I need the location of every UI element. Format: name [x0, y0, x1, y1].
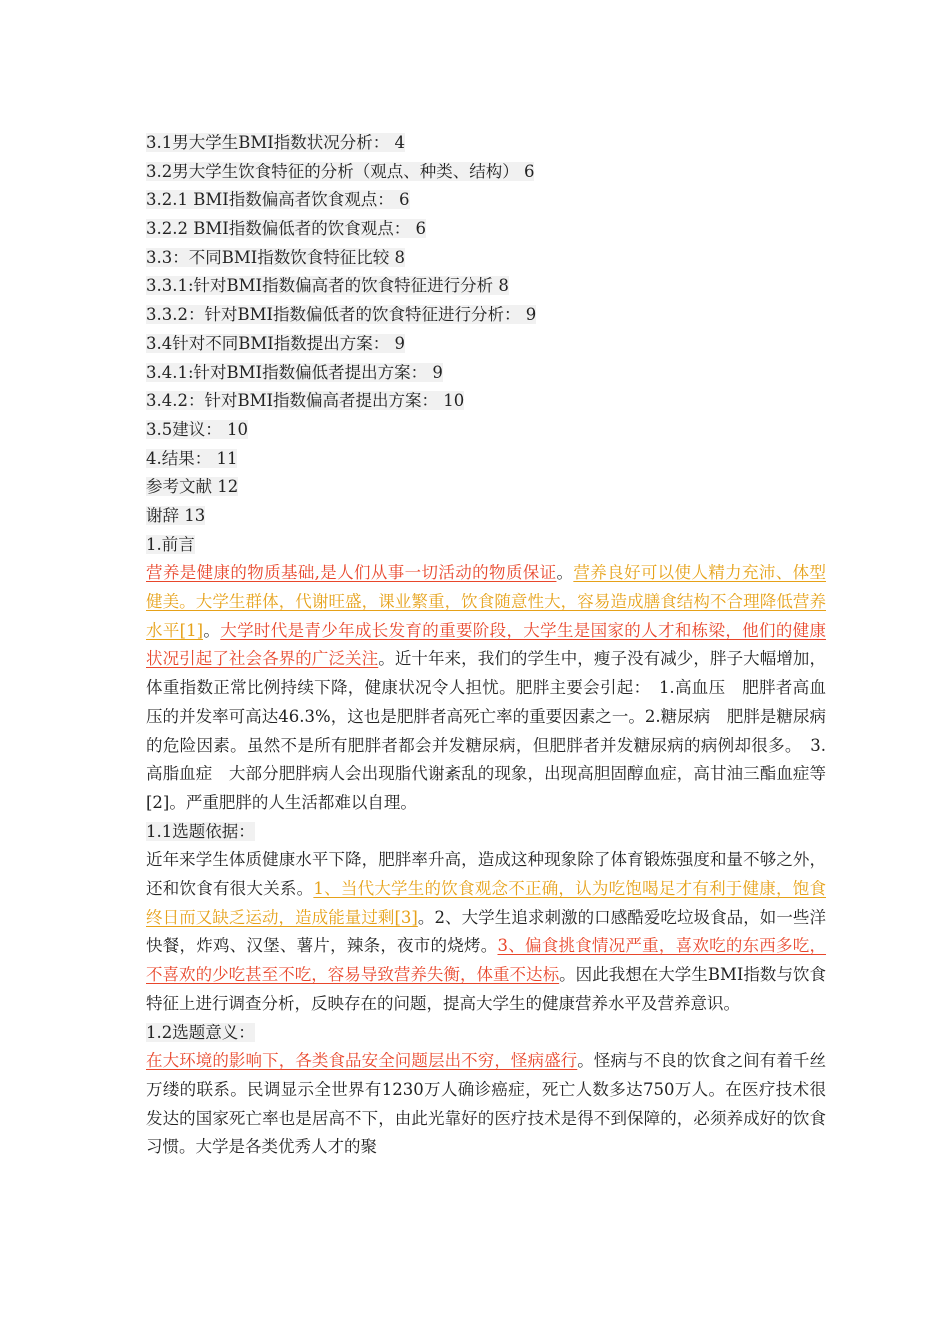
highlighted-text: 3、偏食挑食情况严重，喜欢吃的东西多吃，不喜欢的少吃甚至不吃，容易导致营养失衡，体重不达标 — [146, 936, 827, 985]
toc-entry: 3.2.1 BMI指数偏高者饮食观点： 6 — [146, 190, 410, 210]
toc-entry: 3.4.2：针对BMI指数偏高者提出方案： 10 — [146, 391, 465, 411]
paragraph-topic-significance: 在大环境的影响下，各类食品安全问题层出不穷，怪病盛行。怪病与不良的饮食之间有着千丝万缕的联系。民调显示全世界有1230万人确诊癌症，死亡人数多达750万人。在医疗技术很发达的国家死亡率也是居高不下，由此光靠好的医疗技术是得不到保障的，必须养成好的饮食习惯。大学是各类优秀人才的聚 — [146, 1051, 827, 1157]
toc-entry: 3.3.2：针对BMI指数偏低者的饮食特征进行分析： 9 — [146, 305, 537, 325]
section-heading: 1.前言 — [146, 534, 195, 554]
highlighted-text: 大学时代是青少年成长发育的重要阶段，大学生是国家的人才和栋梁，他们的健康状况引起了社会各界的广泛关注 — [146, 620, 827, 669]
toc-entry: 3.5建议： 10 — [146, 419, 248, 439]
toc-entry: 谢辞 13 — [146, 505, 206, 525]
highlighted-text: 营养是健康的物质基础,是人们从事一切活动的物质保证 — [146, 563, 557, 583]
toc-entry: 3.4针对不同BMI指数提出方案： 9 — [146, 333, 406, 353]
toc-entry: 3.4.1:针对BMI指数偏低者提出方案： 9 — [146, 362, 443, 382]
toc-entry: 3.2.2 BMI指数偏低者的饮食观点： 6 — [146, 219, 427, 239]
toc-entry: 参考文献 12 — [146, 477, 239, 497]
section-heading: 1.2选题意义： — [146, 1022, 255, 1042]
table-of-contents — [146, 129, 826, 531]
document-page — [146, 129, 826, 1162]
toc-entry: 4.结果： 11 — [146, 448, 238, 468]
highlighted-text: 在大环境的影响下，各类食品安全问题层出不穷，怪病盛行 — [146, 1051, 578, 1071]
toc-entry: 3.3.1:针对BMI指数偏高者的饮食特征进行分析 8 — [146, 276, 509, 296]
highlighted-text: 1、当代大学生的饮食观念不正确，认为吃饱喝足才有利于健康，饱食终日而又缺乏运动，造成能量过剩[3] — [146, 879, 826, 927]
toc-entry: 3.1男大学生BMI指数状况分析： 4 — [146, 133, 406, 152]
paragraph-preface: 营养是健康的物质基础,是人们从事一切活动的物质保证。营养良好可以使人精力充沛、体型健美。大学生群体，代谢旺盛，课业繁重，饮食随意性大，容易造成膳食结构不合理降低营养水平[1]。大学时代是青少年成长发育的重要阶段，大学生是国家的人才和栋梁，他们的健康状况引起了社会各界的广泛关注。近十年来，我们的学生中，瘦子没有减少，胖子大幅增加，体重指数正常比例持续下降，健康状况令人担忧。肥胖主要会引起： 1.高血压 肥胖者高血压的并发率可高达46.3%，这也是肥胖者高死亡率的重要因素之一。2.糖尿病 肥胖是糖尿病的危险因素。虽然不是所有肥胖者都会并发糖尿病，但肥胖者并发糖尿病的病例却很多。 3.高脂血症 大部分肥胖病人会出现脂代谢紊乱的现象，出现高胆固醇血症，高甘油三酯血症等[2]。严重肥胖的人生活都难以自理。 — [146, 563, 827, 812]
paragraph-topic-basis: 近年来学生体质健康水平下降，肥胖率升高，造成这种现象除了体育锻炼强度和量不够之外，还和饮食有很大关系。1、当代大学生的饮食观念不正确，认为吃饱喝足才有利于健康，饱食终日而又缺乏运动，造成能量过剩[3]。2、大学生追求刺激的口感酷爱吃垃圾食品，如一些洋快餐，炸鸡、汉堡、薯片，辣条，夜市的烧烤。3、偏食挑食情况严重，喜欢吃的东西多吃，不喜欢的少吃甚至不吃，容易导致营养失衡，体重不达标。因此我想在大学生BMI指数与饮食特征上进行调查分析，反映存在的问题，提高大学生的健康营养水平及营养意识。 — [146, 850, 827, 1013]
toc-entry: 3.3：不同BMI指数饮食特征比较 8 — [146, 247, 406, 267]
section-heading: 1.1选题依据： — [146, 821, 255, 841]
toc-entry: 3.2男大学生饮食特征的分析（观点、种类、结构） 6 — [146, 161, 535, 181]
highlighted-text: 营养良好可以使人精力充沛、体型健美。大学生群体，代谢旺盛，课业繁重，饮食随意性大，容易造成膳食结构不合理降低营养水平[1] — [146, 563, 827, 640]
